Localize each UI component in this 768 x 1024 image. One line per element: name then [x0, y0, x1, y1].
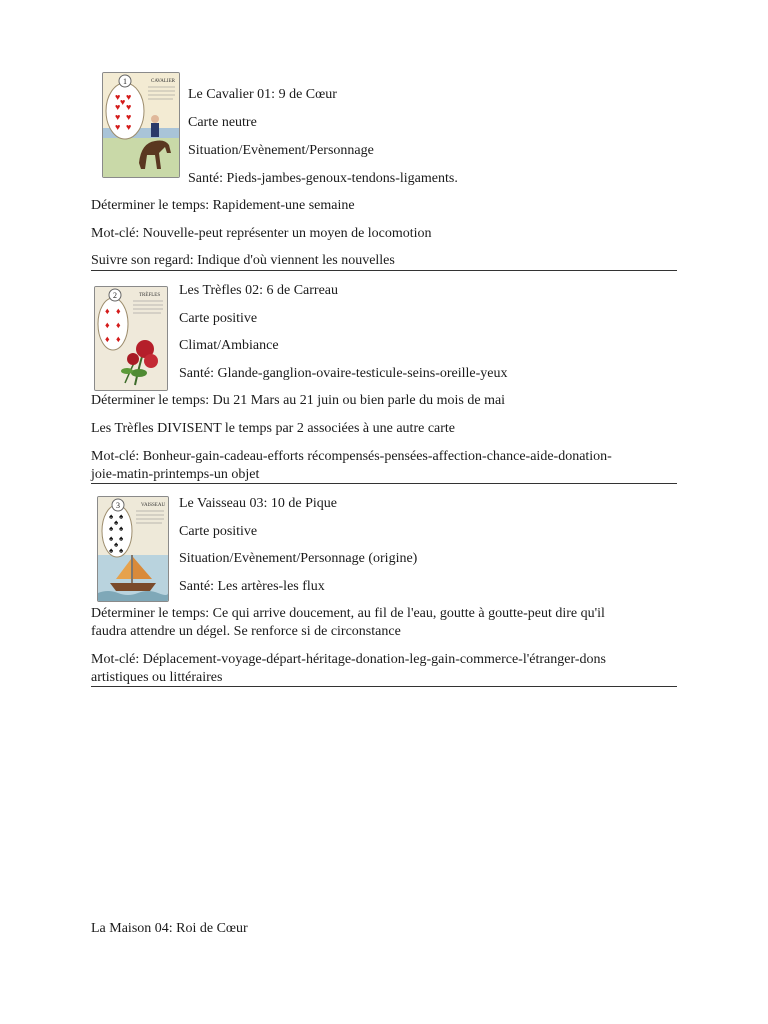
svg-text:♠: ♠	[119, 534, 124, 543]
card-attr-category: Climat/Ambiance	[179, 338, 279, 353]
cavalier-illustration	[103, 73, 179, 177]
trefles-illustration	[95, 287, 167, 390]
svg-text:♦: ♦	[116, 306, 121, 316]
svg-text:♠: ♠	[114, 518, 119, 527]
card-caption: TRÈFLES	[139, 293, 161, 298]
svg-text:♠: ♠	[109, 546, 114, 555]
card-note-keyword: Mot-clé: Bonheur-gain-cadeau-efforts récompensés-pensées-affection-chance-aide-donation-	[91, 449, 612, 464]
card-image-cavalier	[102, 72, 180, 178]
card-note-time-cont: faudra attendre un dégel. Se renforce si de circonstance	[91, 624, 401, 639]
svg-text:♦: ♦	[105, 334, 110, 344]
svg-text:♠: ♠	[119, 546, 124, 555]
card-note-keyword-cont: artistiques ou littéraires	[91, 670, 223, 685]
svg-text:♥: ♥	[126, 92, 132, 102]
svg-text:♥: ♥	[126, 122, 132, 132]
svg-text:♥: ♥	[115, 112, 121, 122]
svg-text:♥: ♥	[115, 92, 121, 102]
card-number: 2	[113, 291, 117, 300]
card-note-gaze: Suivre son regard: Indique d'où viennent les nouvelles	[91, 253, 395, 268]
card-health: Santé: Pieds-jambes-genoux-tendons-ligaments.	[188, 171, 458, 186]
next-card-title: La Maison 04: Roi de Cœur	[91, 921, 248, 936]
svg-text:♦: ♦	[116, 334, 121, 344]
card-note-time: Déterminer le temps: Ce qui arrive doucement, au fil de l'eau, goutte à goutte-peut dire qu'il	[91, 606, 605, 621]
card-attr-category: Situation/Evènement/Personnage (origine)	[179, 551, 418, 566]
svg-text:♥: ♥	[115, 122, 121, 132]
svg-text:♦: ♦	[116, 320, 121, 330]
card-title: Le Cavalier 01: 9 de Cœur	[188, 87, 337, 102]
card-health: Santé: Glande-ganglion-ovaire-testicule-seins-oreille-yeux	[179, 366, 508, 381]
card-attr-type: Carte neutre	[188, 115, 257, 130]
section-divider	[91, 270, 677, 271]
vaisseau-illustration	[98, 497, 168, 601]
svg-text:♠: ♠	[109, 534, 114, 543]
card-note-time: Déterminer le temps: Rapidement-une semaine	[91, 198, 355, 213]
card-health: Santé: Les artères-les flux	[179, 579, 325, 594]
card-number: 3	[116, 501, 120, 510]
svg-text:♥: ♥	[115, 102, 121, 112]
section-divider	[91, 483, 677, 484]
card-attr-category: Situation/Evènement/Personnage	[188, 143, 374, 158]
svg-text:♠: ♠	[119, 524, 124, 533]
svg-text:♥: ♥	[120, 97, 126, 107]
card-caption: CAVALIER	[151, 79, 175, 84]
card-note-keyword: Mot-clé: Déplacement-voyage-départ-héritage-donation-leg-gain-commerce-l'étranger-dons	[91, 652, 606, 667]
svg-text:♦: ♦	[105, 306, 110, 316]
card-note-keyword-cont: joie-matin-printemps-un objet	[91, 467, 260, 482]
card-caption: VAISSEAU	[141, 503, 166, 508]
card-title: Le Vaisseau 03: 10 de Pique	[179, 496, 337, 511]
section-divider	[91, 686, 677, 687]
card-note-time: Déterminer le temps: Du 21 Mars au 21 juin ou bien parle du mois de mai	[91, 393, 506, 408]
svg-text:♥: ♥	[126, 112, 132, 122]
card-attr-type: Carte positive	[179, 311, 258, 326]
card-number: 1	[123, 77, 127, 86]
svg-text:♦: ♦	[105, 320, 110, 330]
svg-text:♠: ♠	[119, 512, 124, 521]
card-note-division: Les Trèfles DIVISENT le temps par 2 associées à une autre carte	[91, 421, 456, 436]
svg-text:♠: ♠	[109, 512, 114, 521]
card-title: Les Trèfles 02: 6 de Carreau	[179, 283, 339, 298]
card-image-vaisseau	[97, 496, 169, 602]
card-note-keyword: Mot-clé: Nouvelle-peut représenter un moyen de locomotion	[91, 226, 432, 241]
card-attr-type: Carte positive	[179, 524, 258, 539]
svg-text:♠: ♠	[109, 524, 114, 533]
card-image-trefles	[94, 286, 168, 391]
svg-text:♠: ♠	[114, 540, 119, 549]
svg-text:♥: ♥	[126, 102, 132, 112]
